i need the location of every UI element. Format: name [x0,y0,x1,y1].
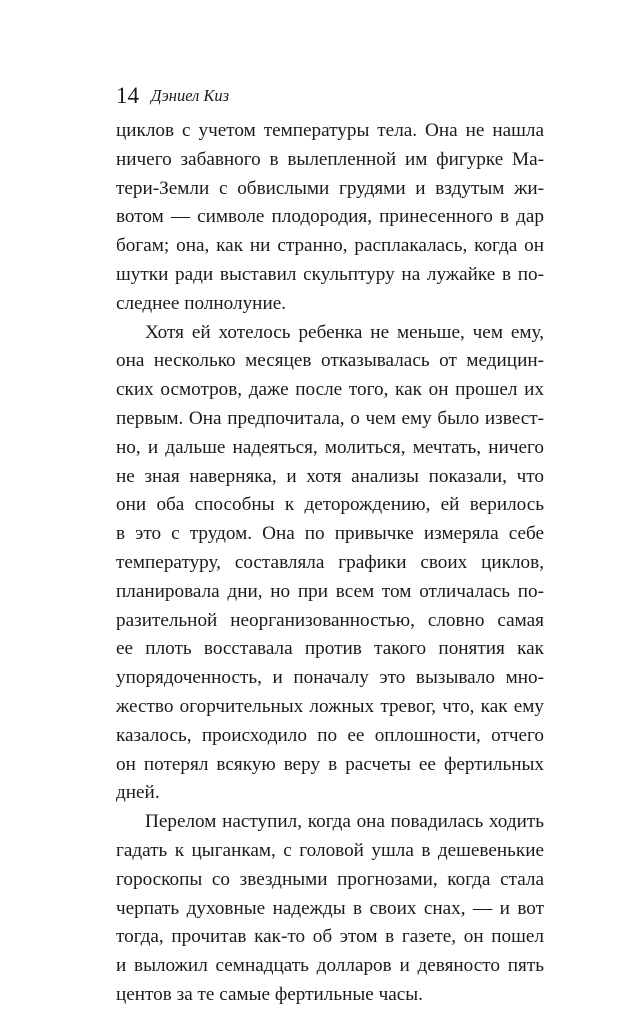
text-line: ских осмотров, даже после того, как он прошел их [116,379,544,401]
text-line: температуру, составляла графики своих циклов, [116,551,544,573]
text-line: но, и дальше надеяться, молиться, мечтать, ничего [116,436,544,458]
text-line: упорядоченность, и поначалу это вызывало мно- [116,667,544,689]
text-line: гороскопы со звездными прогнозами, когда стала [116,868,544,890]
text-line: они оба способны к деторождению, ей верилось [116,494,544,516]
text-line: шутки ради выставил скульптуру на лужайке в по- [116,263,544,285]
text-line: центов за те самые фертильные часы. [116,983,423,1005]
text-line: тогда, прочитав как-то об этом в газете, он пошел [116,926,544,948]
text-line: казалось, происходило по ее оплошности, отчего [116,724,544,746]
text-line: вотом — символе плодородия, принесенного в дар [116,206,544,228]
text-line: в это с трудом. Она по привычке измеряла себе [116,523,544,545]
text-line: циклов с учетом температуры тела. Она не нашла [116,120,544,141]
text-line: Хотя ей хотелось ребенка не меньше, чем ему, [145,321,544,343]
text-line: гадать к цыганкам, с головой ушла в дешевенькие [116,839,544,861]
text-line: она несколько месяцев отказывалась от медицин- [116,350,544,372]
text-line: черпать духовные надежды в своих снах, — и вот [116,897,544,919]
text-line: разительной неорганизованностью, словно самая [116,609,544,631]
text-line: планировала дни, но при всем том отличалась по- [116,580,544,602]
text-line: первым. Она предпочитала, о чем ему было извест- [116,407,544,429]
text-line: Перелом наступил, когда она повадилась ходить [145,811,544,833]
text-line: не зная наверняка, и хотя анализы показали, что [116,465,544,487]
text-line: следнее полнолуние. [116,292,287,314]
body-text [116,117,544,1010]
text-line: ее плоть восставала против такого понятия как [116,638,544,660]
text-line: он потерял всякую веру в расчеты ее фертильных [116,753,544,775]
text-line: и выложил семнадцать долларов и девяносто пять [116,955,544,977]
page-header [116,83,229,113]
text-line: богам; она, как ни странно, расплакалась, когда он [116,235,544,257]
text-line: тери-Земли с обвислыми грудями и вздутым жи- [116,177,544,199]
text-line: жество огорчительных ложных тревог, что, как ему [116,695,544,717]
running-head-author: Дэниел Киз [151,86,230,105]
text-line: ничего забавного в вылепленной им фигурке Ма- [116,148,544,170]
text-line: дней. [116,782,160,804]
page-number: 14 [116,83,139,108]
